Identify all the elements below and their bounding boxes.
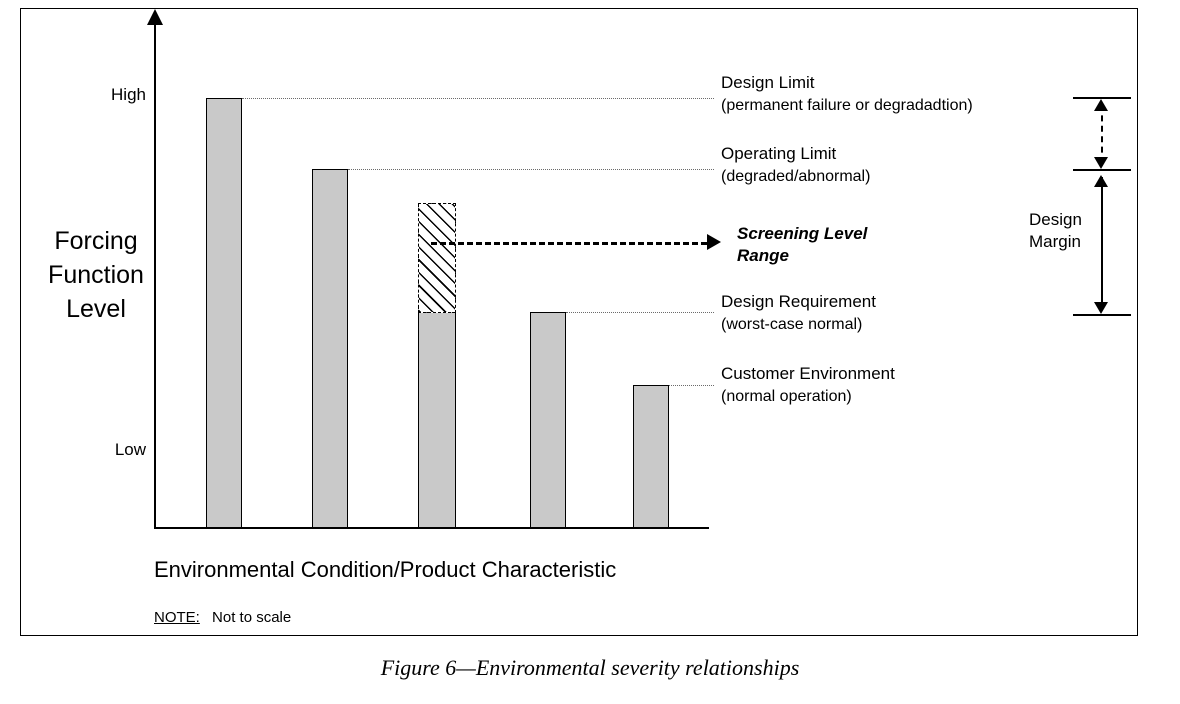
design-margin-label-line1: Design bbox=[1029, 210, 1082, 229]
annotation-customer-environment-sub: (normal operation) bbox=[721, 388, 852, 405]
design-margin-arrowhead-upper-bottom bbox=[1094, 157, 1108, 169]
x-axis-title: Environmental Condition/Product Characteristic bbox=[154, 557, 617, 582]
annotation-design-requirement-sub: (worst-case normal) bbox=[721, 316, 863, 333]
y-axis-arrowhead bbox=[147, 9, 163, 25]
figure-note-label: NOTE: bbox=[154, 609, 200, 626]
annotation-operating-limit-sub: (degraded/abnormal) bbox=[721, 168, 871, 185]
y-axis-title bbox=[41, 224, 151, 326]
bar-operating-limit bbox=[312, 169, 348, 528]
leader-line-design-requirement bbox=[566, 312, 714, 313]
figure-note bbox=[154, 609, 291, 626]
bar-screening-range-hatched bbox=[418, 203, 456, 313]
screening-level-label-line2: Range bbox=[737, 246, 789, 265]
y-tick-label-low: Low bbox=[114, 440, 146, 459]
annotation-customer-environment bbox=[721, 362, 895, 408]
bar-design-limit bbox=[206, 98, 242, 528]
screening-level-label-line1: Screening Level bbox=[737, 224, 868, 243]
annotation-operating-limit-title: Operating Limit bbox=[721, 144, 837, 163]
design-margin-tick-bottom bbox=[1073, 314, 1131, 316]
y-axis-line bbox=[154, 21, 156, 529]
figure-frame bbox=[20, 8, 1138, 636]
design-margin-arrowhead-bottom bbox=[1094, 302, 1108, 314]
bar-design-requirement-screened bbox=[418, 312, 456, 528]
y-axis-title-line3: Level bbox=[66, 295, 126, 323]
leader-line-design-limit bbox=[242, 98, 714, 99]
bar-customer-environment bbox=[633, 385, 669, 528]
leader-line-customer-environment bbox=[669, 385, 714, 386]
screening-level-dashed-line bbox=[431, 242, 707, 245]
y-axis-title-line1: Forcing bbox=[54, 227, 138, 255]
screening-level-arrow-icon bbox=[707, 234, 721, 250]
annotation-design-limit-title: Design Limit bbox=[721, 73, 815, 92]
annotation-design-limit bbox=[721, 71, 973, 117]
y-tick-label-high: High bbox=[111, 85, 146, 104]
y-axis-title-line2: Function bbox=[48, 261, 144, 289]
annotation-customer-environment-title: Customer Environment bbox=[721, 364, 895, 383]
leader-line-operating-limit bbox=[348, 169, 714, 170]
figure-caption: Figure 6—Environmental severity relationships bbox=[380, 655, 800, 680]
screening-level-label bbox=[737, 223, 867, 267]
design-margin-line-lower bbox=[1101, 177, 1103, 307]
design-margin-dashed-upper bbox=[1101, 105, 1103, 163]
design-margin-label-line2: Margin bbox=[1029, 232, 1081, 251]
annotation-design-requirement-title: Design Requirement bbox=[721, 292, 876, 311]
annotation-design-limit-sub: (permanent failure or degradadtion) bbox=[721, 97, 973, 114]
figure-note-text: Not to scale bbox=[212, 609, 292, 626]
annotation-operating-limit bbox=[721, 142, 870, 188]
bar-design-requirement bbox=[530, 312, 566, 528]
annotation-design-requirement bbox=[721, 290, 876, 336]
design-margin-tick-middle bbox=[1073, 169, 1131, 171]
design-margin-label bbox=[1029, 209, 1099, 253]
